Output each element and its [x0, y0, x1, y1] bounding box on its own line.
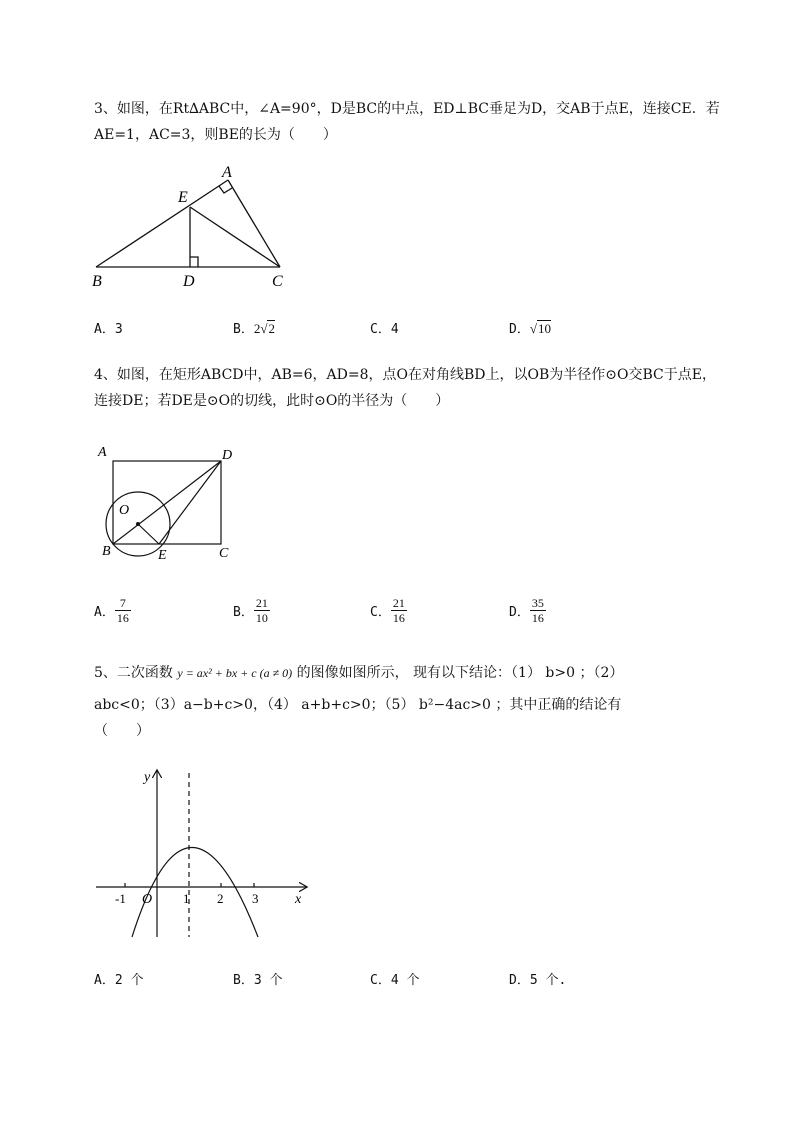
q5-stem-line3: （ ） — [94, 723, 150, 739]
q4-option-a[interactable]: A． $\frac{7}{16}$ — [94, 596, 129, 625]
diagonal-bd — [113, 461, 221, 544]
label-y: y — [144, 770, 151, 785]
label-o: O — [119, 503, 130, 518]
tick-label-neg1: -1 — [115, 891, 126, 906]
q5-stem-line1: 5、二次函数 y = ax² + bx + c (a ≠ 0) 的图像如图所示， 现有以下结论：（1） b>0 ；（2） — [94, 665, 624, 681]
label-c: C — [272, 273, 283, 290]
label-a: A — [222, 164, 232, 181]
q4-option-b[interactable]: B． $\frac{21}{10}$ — [233, 596, 268, 625]
q3-option-a[interactable]: A．3 — [94, 322, 123, 337]
q5-option-a[interactable]: A．2 个 — [94, 973, 144, 988]
label-b: B — [92, 273, 102, 290]
label-c: C — [219, 546, 229, 561]
q4-option-d[interactable]: D． $\frac{35}{16}$ — [509, 596, 544, 625]
q3-stem-line1: 3、如图，在Rt∆ABC中，∠A=90°，D是BC的中点，ED⊥BC垂足为D，交AB于点E，连接CE．若 — [94, 101, 720, 117]
q4-rectangle-figure — [92, 440, 252, 565]
label-d: D — [183, 273, 195, 290]
tick-label-1: 1 — [183, 891, 190, 906]
right-angle-a — [219, 186, 232, 193]
segment-de — [159, 461, 221, 544]
q4-option-c[interactable]: C． $\frac{21}{16}$ — [370, 596, 405, 625]
segment-ac — [228, 180, 280, 267]
q5-option-b[interactable]: B．3 个 — [233, 973, 283, 988]
q5-parabola-graph — [92, 765, 317, 945]
q5-option-d[interactable]: D．5 个. — [509, 973, 567, 988]
right-angle-d — [190, 257, 198, 267]
q5-formula: y = ax² + bx + c (a ≠ 0) — [177, 666, 293, 680]
q4-stem-line2: 连接DE；若DE是⊙O的切线，此时⊙O的半径为（ ） — [94, 393, 450, 409]
q3-option-d[interactable]: D．√10 — [509, 321, 551, 337]
q5-option-c[interactable]: C．4 个 — [370, 973, 420, 988]
label-e: E — [158, 548, 167, 563]
q3-triangle-figure — [88, 160, 298, 295]
segment-ba — [96, 180, 228, 267]
label-x: x — [295, 892, 302, 907]
q3-stem-line2: AE=1，AC=3，则BE的长为（ ） — [94, 127, 337, 143]
label-d: D — [222, 448, 233, 463]
q3-option-b[interactable]: B．2√2 — [233, 321, 275, 337]
q5-stem-line2: abc<0；（3）a−b+c>0，（4） a+b+c>0；（5） b²−4ac>0 ；其中正确的结论有 — [94, 697, 622, 713]
tick-label-3: 3 — [252, 891, 259, 906]
tick-label-2: 2 — [217, 891, 224, 906]
label-origin: O — [142, 892, 153, 907]
segment-ec — [190, 207, 280, 267]
q4-stem-line1: 4、如图，在矩形ABCD中，AB=6，AD=8，点O在对角线BD上，以OB为半径作⊙O交BC于点E， — [94, 367, 716, 383]
label-e: E — [178, 189, 188, 206]
q3-option-c[interactable]: C．4 — [370, 322, 399, 337]
label-a: A — [98, 445, 107, 460]
radius-oe — [138, 524, 159, 544]
center-o — [136, 522, 140, 526]
label-b: B — [102, 544, 111, 559]
